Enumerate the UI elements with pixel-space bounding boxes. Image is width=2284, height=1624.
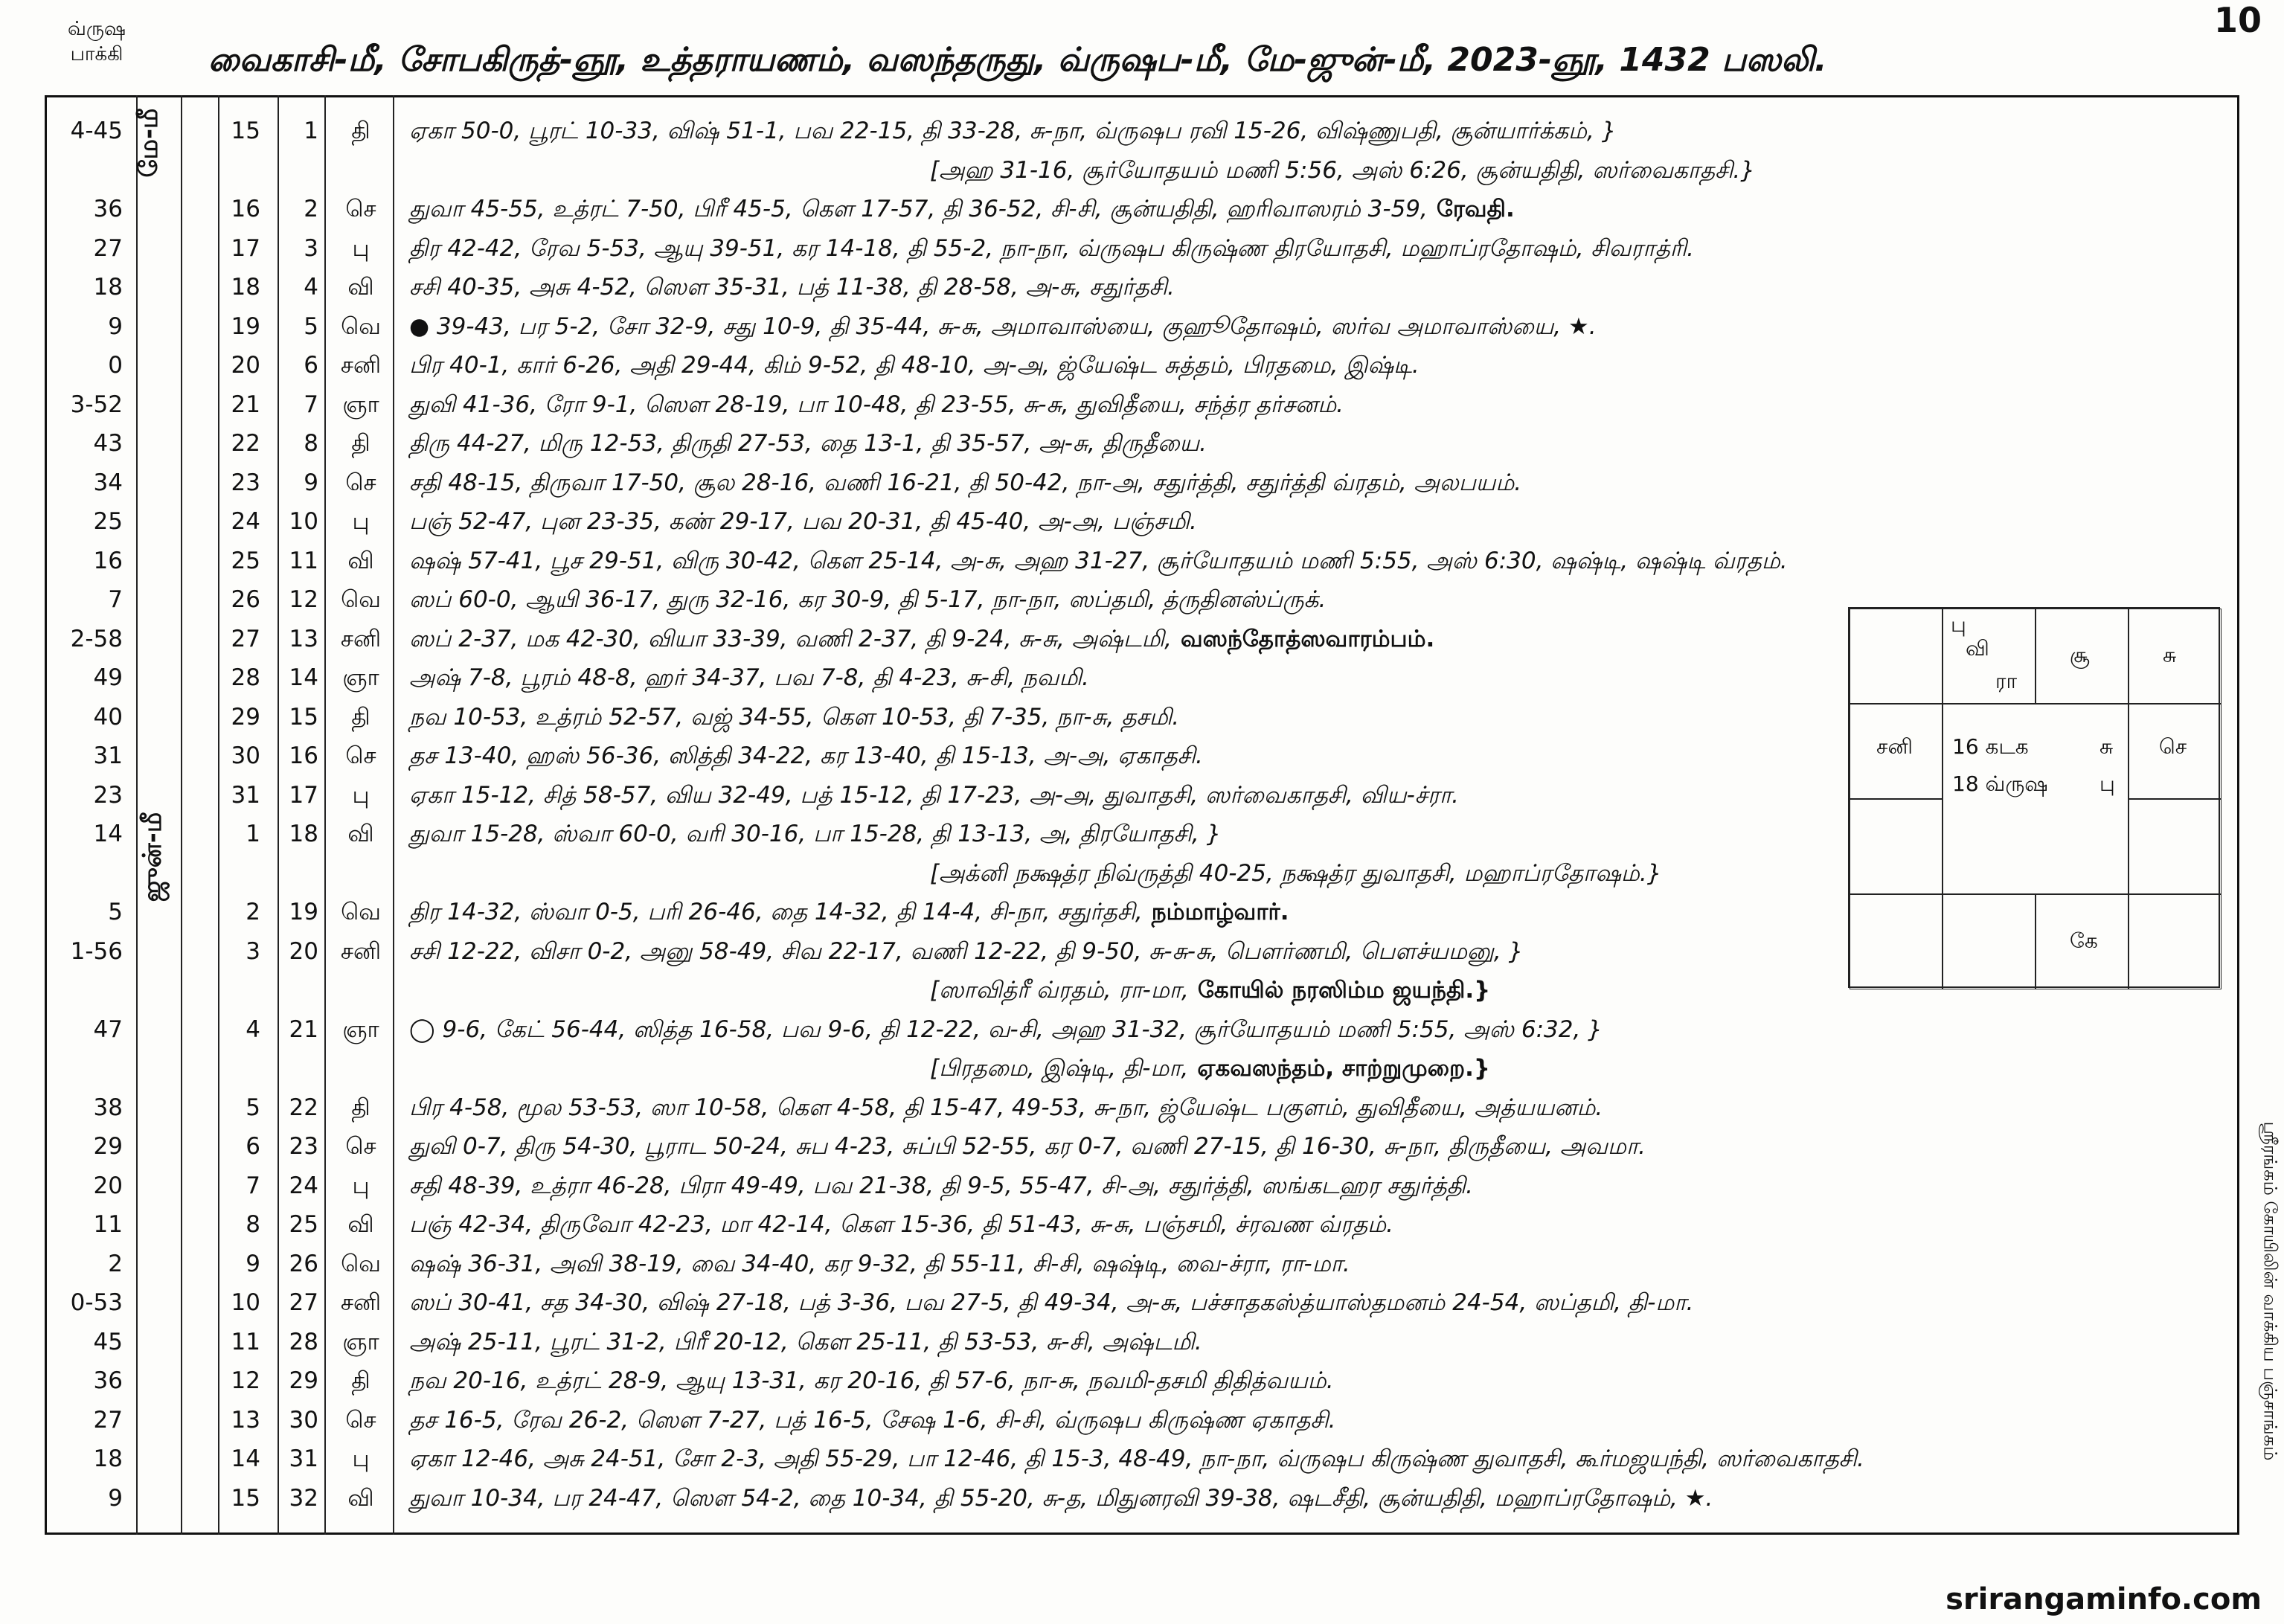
table-row [45,1088,2239,1128]
details-text: ஷஷ் 36-31, அவி 38-19, வை 34-40, கர 9-32, தி 55-11, சி-சி, ஷஷ்டி, வை-ச்ரா, ரா-மா. [409,1250,1350,1277]
cell-c4: செ [345,1133,376,1160]
details-text: ஷஷ் 57-41, பூச 29-51, விரு 30-42, கௌ 25-14, அ-சு, அஹ 31-27, சூர்யோதயம் மணி 5:55, அஸ் 6:30, ஷஷ்டி, ஷஷ்டி வ்ரதம். [409,547,1788,574]
cell-c3: 25 [289,1211,318,1238]
cell-c1: 43 [93,430,123,457]
details-text: சசி 40-35, அசு 4-52, ஸௌ 35-31, பத் 11-38, தி 28-58, அ-சு, சதுர்தசி. [409,274,1175,301]
details-text: ● 39-43, பர 5-2, சோ 32-9, சது 10-9, தி 35-44, சு-சு, அமாவாஸ்யை, குஹூதோஷம், ஸர்வ அமாவாஸ்யை, ★. [409,312,1597,340]
cell-c4: தி [351,1094,370,1121]
cell-c2: 4 [246,1015,260,1043]
cell-c4: ஞா [342,1015,379,1043]
horo-text: 18 வ்ருஷ [1952,771,2048,796]
cell-c4: செ [345,742,376,769]
table-row [45,1166,2239,1206]
cell-c1: 47 [93,1015,123,1043]
details-text: துவி 41-36, ரோ 9-1, ஸௌ 28-19, பா 10-48, தி 23-55, சு-சு, துவிதீயை, சந்த்ர தர்சனம். [409,391,1344,418]
cell-c1: 36 [93,196,123,222]
cell-c1: 36 [93,1367,123,1394]
cell-c3: 5 [304,312,318,340]
horo-text: கே [2070,928,2098,953]
horo-text: சூ [2070,643,2090,667]
details-text: அஷ் 25-11, பூரட் 31-2, பிரீ 20-12, கௌ 25-11, தி 53-53, சு-சி, அஷ்டமி. [409,1328,1202,1355]
cell-details [409,1010,1603,1050]
cell-c1: 0 [108,352,123,379]
cell-c2: 17 [231,234,260,262]
cell-c1: 1-56 [70,937,123,965]
table-row [45,424,2239,463]
cell-c3: 4 [304,274,318,301]
cell-c4: தி [351,703,370,731]
cell-details [409,854,1661,893]
footer-website: srirangaminfo.com [1945,1582,2262,1617]
cell-c3: 27 [289,1289,318,1316]
details-highlight: வஸந்தோத்ஸவாரம்பம். [1180,625,1435,652]
details-highlight: ஏகவஸந்தம், சாற்றுமுறை.} [1197,1055,1490,1082]
horo-cell [2129,704,2222,799]
cell-c4: வி [347,821,374,847]
month-label-june: ஜுன்-மீ [138,812,167,902]
table-row [45,1127,2239,1166]
horo-cell [2129,894,2222,989]
details-highlight: நம்மாழ்வார். [1151,899,1289,925]
horo-text: வி [1966,636,1989,661]
details-text: ஸப் 2-37, மக 42-30, வியா 33-39, வணி 2-37, தி 9-24, சு-சு, அஷ்டமி, [409,625,1172,652]
cell-c2: 15 [231,118,260,144]
cell-details [409,736,1203,776]
horo-text: ரா [1995,669,2018,693]
cell-c4: வி [347,547,374,574]
cell-c1: 16 [93,547,123,574]
cell-c3: 28 [289,1328,318,1355]
cell-details [409,1283,1693,1323]
cell-details [409,385,1344,425]
cell-c4: வி [347,274,374,301]
sidebar-caption [2254,1042,2284,1547]
cell-c1: 7 [108,586,123,613]
cell-c1: 9 [108,312,123,340]
horo-text: சு [2163,643,2177,667]
cell-details [409,190,1515,229]
details-text: திரு 44-27, மிரு 12-53, திருதி 27-53, தை 13-1, தி 35-57, அ-சு, திருதீயை. [409,430,1207,457]
cell-c2: 2 [246,899,260,925]
horoscope-chart [1848,607,2220,988]
cell-c2: 24 [231,508,260,535]
cell-c1: 2-58 [70,625,123,652]
cell-c2: 21 [231,391,260,418]
horo-text: சு [2099,734,2114,759]
corner-line1: வ்ருஷ [67,18,126,40]
table-row-continuation [45,1049,2239,1088]
table-row [45,1401,2239,1440]
details-text: தச 13-40, ஹஸ் 56-36, ஸித்தி 34-22, கர 13-40, தி 15-13, அ-அ, ஏகாதசி. [409,742,1203,769]
sidebar-text: ஸ்ரீரங்கம் கோயிலின் வாக்கிய பஞ்சாங்கம் [2259,1121,2281,1461]
cell-c2: 5 [246,1094,260,1121]
cell-c4: பு [352,1172,370,1199]
cell-details [409,1205,1393,1245]
cell-c1: 4-45 [70,118,123,144]
details-text: நவ 10-53, உத்ரம் 52-57, வஜ் 34-55, கௌ 10-53, தி 7-35, நா-சு, தசமி. [409,703,1180,731]
cell-details [409,776,1459,815]
cell-details [409,1401,1336,1440]
cell-c4: பு [352,1445,370,1472]
details-text: ஸப் 30-41, சத 34-30, விஷ் 27-18, பத் 3-36, பவ 27-5, தி 49-34, அ-சு, பச்சாதகஸ்த்யாஸ்தமனம் 24-54, ஸப்தமி, தி-மா. [409,1289,1694,1316]
cell-c2: 23 [231,469,260,496]
cell-details [409,268,1175,307]
cell-c3: 30 [289,1406,318,1434]
cell-c3: 14 [289,664,318,691]
cell-c3: 11 [289,547,318,574]
cell-details [409,346,1420,385]
table-row [45,346,2239,385]
cell-c1: 11 [93,1211,123,1238]
cell-details [409,112,1616,151]
month-label-may: மே-மீ [134,108,164,178]
cell-c1: 23 [93,781,123,809]
cell-c2: 22 [231,430,260,457]
cell-c2: 14 [231,1445,260,1472]
horo-text: பு [2099,771,2115,796]
cell-c1: 18 [93,1445,123,1472]
cell-c1: 14 [93,821,123,847]
cell-details [409,1245,1350,1284]
cell-c2: 15 [231,1484,260,1512]
cell-c1: 29 [93,1133,123,1160]
cell-c2: 3 [246,937,260,965]
cell-details [409,971,1490,1010]
details-text: பஞ் 52-47, புன 23-35, கண் 29-17, பவ 20-31, தி 45-40, அ-அ, பஞ்சமி. [409,508,1197,535]
details-text: [பிரதமை, இஷ்டி, தி-மா, [930,1055,1189,1082]
cell-details [409,424,1207,463]
corner-line2: பாக்கி [70,43,123,65]
details-text: பிர 40-1, கார் 6-26, அதி 29-44, கிம் 9-52, தி 48-10, அ-அ, ஜ்யேஷ்ட சுத்தம், பிரதமை, இஷ்டி. [409,352,1420,379]
table-row [45,1010,2239,1050]
cell-c4: தி [351,430,370,457]
details-text: [அக்னி நக்ஷத்ர நிவ்ருத்தி 40-25, நக்ஷத்ர துவாதசி, மஹாப்ரதோஷம்.} [930,859,1662,887]
table-row [45,1479,2239,1518]
cell-c4: வெ [341,586,381,613]
cell-details [409,932,1523,972]
cell-c2: 18 [231,274,260,301]
details-text: திர 42-42, ரேவ 5-53, ஆயு 39-51, கர 14-18, தி 55-2, நா-நா, வ்ருஷப கிருஷ்ண திரயோதசி, மஹாப்ரதோஷம், சிவராத்ரி. [409,234,1694,262]
table-row [45,1323,2239,1362]
details-text: துவா 15-28, ஸ்வா 60-0, வரி 30-16, பா 15-28, தி 13-13, அ, திரயோதசி, } [409,821,1222,847]
details-text: பிர 4-58, மூல 53-53, ஸா 10-58, கௌ 4-58, தி 15-47, 49-53, சு-நா, ஜ்யேஷ்ட பகுளம், துவிதீயை, அத்யயனம். [409,1094,1603,1121]
cell-c1: 20 [93,1172,123,1199]
cell-c4: வெ [341,1250,381,1277]
horo-cell [2129,609,2222,704]
cell-c2: 27 [231,625,260,652]
cell-c3: 10 [289,508,318,535]
details-text: துவி 0-7, திரு 54-30, பூராட 50-24, சுப 4-23, சுப்பி 52-55, கர 0-7, வணி 27-15, தி 16-30, சு-நா, திருதீயை, அவமா. [409,1133,1646,1160]
cell-c1: 0-53 [70,1289,123,1316]
details-text: சதி 48-39, உத்ரா 46-28, பிரா 49-49, பவ 21-38, தி 9-5, 55-47, சி-அ, சதுர்த்தி, ஸங்கடஹர சதுர்த்தி. [409,1172,1473,1199]
cell-c1: 2 [108,1250,123,1277]
cell-c4: தி [351,1367,370,1394]
cell-details [409,658,1089,698]
cell-details [409,542,1788,581]
cell-c1: 31 [93,742,123,769]
table-row [45,307,2239,347]
table-row [45,1283,2239,1323]
details-text: தச 16-5, ரேவ 26-2, ஸௌ 7-27, பத் 16-5, சேஷ 1-6, சி-சி, வ்ருஷப கிருஷ்ண ஏகாதசி. [409,1406,1336,1434]
cell-c4: ஞா [342,1328,379,1355]
cell-c1: 27 [93,1406,123,1434]
cell-details [409,229,1694,269]
details-text: ஏகா 50-0, பூரட் 10-33, விஷ் 51-1, பவ 22-15, தி 33-28, சு-நா, வ்ருஷப ரவி 15-26, விஷ்ணுபதி, சூன்யார்க்கம், } [409,118,1617,144]
horo-text: 16 கடக [1952,734,2029,759]
details-text: சதி 48-15, திருவா 17-50, சூல 28-16, வணி 16-21, தி 50-42, நா-அ, சதுர்த்தி, சதுர்த்தி வ்ரதம், அலபயம். [409,469,1522,496]
cell-c1: 25 [93,508,123,535]
details-highlight: ரேவதி. [1436,196,1515,222]
cell-details [409,151,1755,190]
cell-c3: 32 [289,1484,318,1512]
cell-details [409,580,1326,620]
cell-details [409,1361,1334,1401]
table-row [45,1440,2239,1479]
cell-c2: 26 [231,586,260,613]
table-row [45,385,2239,425]
table-row [45,502,2239,542]
cell-c4: பு [352,781,370,809]
cell-c4: வெ [341,899,381,925]
cell-details [409,307,1597,347]
cell-c2: 20 [231,352,260,379]
cell-details [409,620,1434,659]
horo-cell [1943,894,2036,989]
cell-details [409,893,1289,932]
cell-c3: 6 [304,352,318,379]
cell-c3: 3 [304,234,318,262]
table-row [45,463,2239,503]
cell-c1: 40 [93,703,123,731]
table-row [45,542,2239,581]
horo-text: செ [2159,734,2187,759]
horo-cell [1850,894,1943,989]
cell-c2: 7 [246,1172,260,1199]
cell-details [409,1479,1713,1518]
cell-c4: பு [352,234,370,262]
details-text: பஞ் 42-34, திருவோ 42-23, மா 42-14, கௌ 15-36, தி 51-43, சு-சு, பஞ்சமி, ச்ரவண வ்ரதம். [409,1211,1393,1238]
cell-c2: 13 [231,1406,260,1434]
details-highlight: கோயில் நரஸிம்ம ஜயந்தி.} [1197,977,1491,1004]
cell-c3: 2 [304,196,318,222]
cell-details [409,1049,1490,1088]
table-row-continuation [45,151,2239,190]
cell-c2: 11 [231,1328,260,1355]
cell-c4: வெ [341,312,381,340]
details-text: துவா 45-55, உத்ரட் 7-50, பிரீ 45-5, கௌ 17-57, தி 36-52, சி-சி, சூன்யதிதி, ஹரிவாஸரம் 3-59, [409,196,1428,222]
cell-c2: 9 [246,1250,260,1277]
cell-c4: செ [345,196,376,222]
cell-c2: 25 [231,547,260,574]
table-row [45,112,2239,151]
cell-c3: 17 [289,781,318,809]
cell-c1: 38 [93,1094,123,1121]
horo-cell [1850,799,1943,894]
page-number: 10 [2213,0,2262,40]
table-row [45,1245,2239,1284]
cell-c4: சனி [340,352,382,379]
cell-c4: வி [347,1484,374,1512]
cell-details [409,1127,1646,1166]
cell-c4: சனி [340,625,382,652]
vrushabha-remainder-label [45,16,149,67]
cell-c3: 23 [289,1133,318,1160]
details-text: சசி 12-22, விசா 0-2, அனு 58-49, சிவ 22-17, வணி 12-22, தி 9-50, சு-சு-சு, பௌர்ணமி, பௌச்யமனு, } [409,937,1524,965]
cell-c2: 1 [246,821,260,847]
table-row [45,229,2239,269]
table-row [45,1205,2239,1245]
cell-c3: 16 [289,742,318,769]
horo-cell [1943,609,2036,704]
cell-c1: 34 [93,469,123,496]
cell-c3: 13 [289,625,318,652]
cell-c1: 18 [93,274,123,301]
cell-c1: 3-52 [70,391,123,418]
cell-details [409,815,1221,854]
cell-c2: 29 [231,703,260,731]
table-row [45,268,2239,307]
cell-c3: 1 [304,118,318,144]
page-header: வைகாசி-மீ, சோபகிருத்-ஞூ, உத்தராயணம், வஸந்தருது, வ்ருஷப-மீ, மே-ஜுன்-மீ, 2023-ஞூ, 1432 பஸலி. [208,41,1827,79]
table-row [45,190,2239,229]
cell-c4: தி [351,118,370,144]
cell-c2: 6 [246,1133,260,1160]
details-text: ஸப் 60-0, ஆயி 36-17, துரு 32-16, கர 30-9, தி 5-17, நா-நா, ஸப்தமி, த்ருதினஸ்ப்ருக். [409,586,1327,613]
cell-c2: 19 [231,312,260,340]
cell-c2: 12 [231,1367,260,1394]
cell-details [409,1440,1864,1479]
cell-c1: 27 [93,234,123,262]
cell-c3: 22 [289,1094,318,1121]
cell-c2: 30 [231,742,260,769]
cell-c4: செ [345,1406,376,1434]
cell-c4: ஞா [342,391,379,418]
horo-cell [2129,799,2222,894]
cell-c1: 5 [108,899,123,925]
details-text: ஏகா 15-12, சித் 58-57, விய 32-49, பத் 15-12, தி 17-23, அ-அ, துவாதசி, ஸர்வைகாதசி, விய-ச்ரா. [409,781,1460,809]
cell-c4: சனி [340,1289,382,1316]
details-text: நவ 20-16, உத்ரட் 28-9, ஆயு 13-31, கர 20-16, தி 57-6, நா-சு, நவமி-தசமி திதித்வயம். [409,1367,1334,1394]
cell-c4: ஞா [342,664,379,691]
details-text: ◯ 9-6, கேட் 56-44, ஸித்த 16-58, பவ 9-6, தி 12-22, வ-சி, அஹ 31-32, சூர்யோதயம் மணி 5:55, அஸ் 6:32, } [409,1015,1603,1043]
cell-c4: செ [345,469,376,496]
cell-c2: 10 [231,1289,260,1316]
table-row [45,1361,2239,1401]
cell-c1: 9 [108,1484,123,1512]
cell-details [409,1166,1473,1206]
cell-c3: 15 [289,703,318,731]
cell-c3: 19 [289,899,318,925]
cell-c1: 45 [93,1328,123,1355]
cell-c3: 21 [289,1015,318,1043]
horo-cell [1850,704,1943,799]
horo-text: பு [1951,612,1966,637]
cell-c4: வி [347,1211,374,1238]
cell-details [409,1323,1202,1362]
cell-c3: 18 [289,821,318,847]
cell-c3: 31 [289,1445,318,1472]
cell-c3: 8 [304,430,318,457]
cell-c3: 7 [304,391,318,418]
cell-c2: 31 [231,781,260,809]
details-text: [அஹ 31-16, சூர்யோதயம் மணி 5:56, அஸ் 6:26, சூன்யதிதி, ஸர்வைகாதசி.} [930,156,1755,184]
horo-cell [2036,609,2129,704]
cell-details [409,463,1521,503]
cell-c1: 49 [93,664,123,691]
horo-cell [2036,894,2129,989]
horo-text: சனி [1876,734,1913,759]
cell-details [409,1088,1603,1128]
cell-c3: 24 [289,1172,318,1199]
cell-c3: 9 [304,469,318,496]
cell-c3: 26 [289,1250,318,1277]
details-text: துவா 10-34, பர 24-47, ஸௌ 54-2, தை 10-34, தி 55-20, சு-த, மிதுனரவி 39-38, ஷடசீதி, சூன்யதிதி, மஹாப்ரதோஷம், ★. [409,1484,1713,1512]
cell-c4: சனி [340,937,382,965]
cell-details [409,698,1179,737]
cell-c3: 12 [289,586,318,613]
horo-center [1943,704,2129,894]
horo-cell [1850,609,1943,704]
cell-c4: பு [352,508,370,535]
details-text: திர 14-32, ஸ்வா 0-5, பரி 26-46, தை 14-32, தி 14-4, சி-நா, சதுர்தசி, [409,899,1143,925]
cell-c2: 16 [231,196,260,222]
details-text: [ஸாவித்ரீ வ்ரதம், ரா-மா, [930,977,1189,1004]
cell-c2: 8 [246,1211,260,1238]
details-text: ஏகா 12-46, அசு 24-51, சோ 2-3, அதி 55-29, பா 12-46, தி 15-3, 48-49, நா-நா, வ்ருஷப கிருஷ்ண துவாதசி, கூர்மஜயந்தி, ஸர்வைகாதசி. [409,1445,1864,1472]
cell-c2: 28 [231,664,260,691]
cell-details [409,502,1197,542]
cell-c3: 29 [289,1367,318,1394]
cell-c3: 20 [289,937,318,965]
details-text: அஷ் 7-8, பூரம் 48-8, ஹர் 34-37, பவ 7-8, தி 4-23, சு-சி, நவமி. [409,664,1089,691]
